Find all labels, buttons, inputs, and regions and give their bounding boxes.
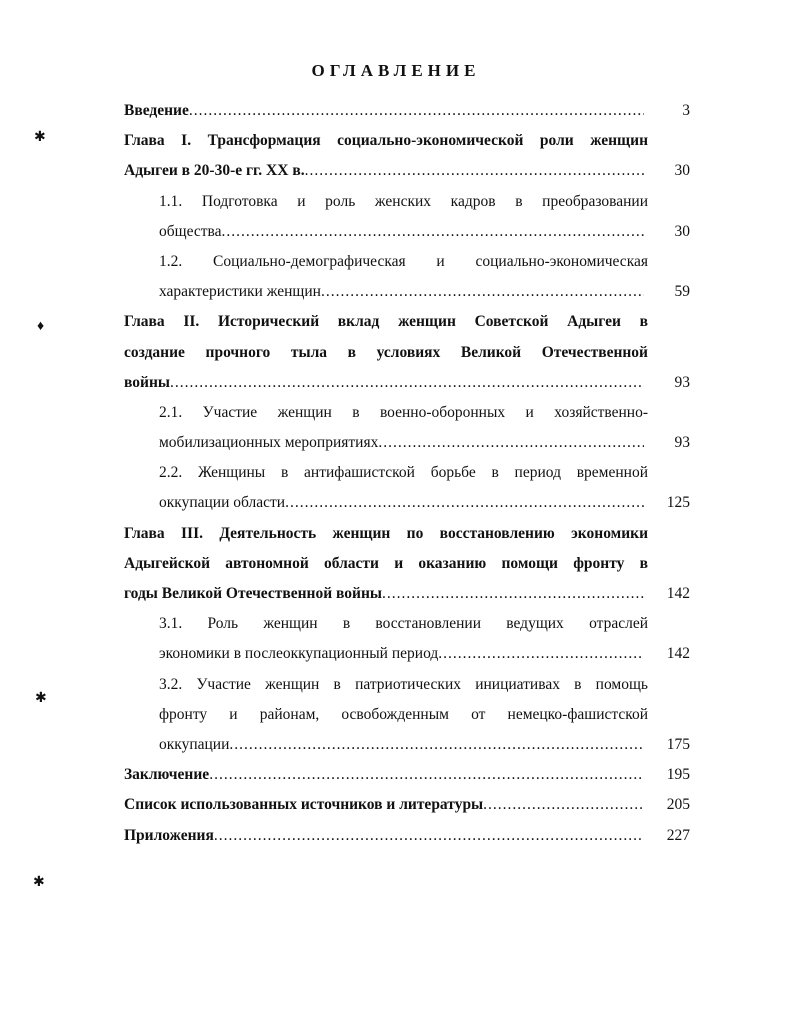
dot-leader [170, 368, 644, 398]
toc-entry-text: годы Великой Отечественной войны [124, 585, 383, 602]
toc-section [124, 398, 690, 458]
toc-line [124, 821, 690, 851]
dot-leader [214, 821, 644, 851]
toc-line [124, 639, 690, 669]
scan-mark: ♦ [37, 319, 45, 334]
toc-entry-text: 1.2. Социально-демографическая и социально-экономическая [159, 252, 648, 270]
toc-line [124, 247, 690, 277]
toc-section [124, 670, 690, 761]
toc-page-number: 30 [674, 222, 690, 240]
toc-line [124, 398, 690, 428]
toc-line [124, 96, 690, 126]
toc-line [124, 790, 690, 820]
dot-leader [438, 639, 644, 669]
toc-section [124, 247, 690, 307]
toc-line [124, 730, 690, 760]
toc-page-number: 3 [682, 102, 690, 119]
toc-page-number: 93 [674, 434, 690, 452]
toc-section [124, 187, 690, 247]
toc-page-number: 142 [666, 585, 690, 602]
toc-entry-text: Адыгейской автономной области и оказанию помощи фронту в [124, 554, 648, 572]
toc-line [124, 549, 690, 579]
toc-chapter [124, 126, 690, 186]
toc-line [124, 217, 690, 247]
toc-entry-text: характеристики женщин [159, 283, 321, 301]
toc-line [124, 670, 690, 700]
dot-leader [382, 579, 644, 609]
toc-entry-text: 1.1. Подготовка и роль женских кадров в преобразовании [159, 192, 648, 210]
toc-entry-text: мобилизационных мероприятиях [159, 434, 379, 452]
toc-page-number: 205 [666, 796, 690, 814]
page-title: ОГЛАВЛЕНИЕ [311, 61, 481, 80]
dot-leader [285, 488, 644, 518]
toc-entry-text: Введение [124, 102, 189, 119]
toc-line [124, 488, 690, 518]
dot-leader [483, 790, 644, 820]
toc-line [124, 760, 690, 790]
toc-line [124, 579, 690, 609]
toc-entry-text: 3.2. Участие женщин в патриотических инициативах в помощь [159, 675, 648, 693]
toc-line [124, 277, 690, 307]
dot-leader [189, 96, 644, 126]
toc-entry-text: Адыгеи в 20-30-е гг. XX в. [124, 162, 305, 180]
toc-entry-text: Глава III. Деятельность женщин по восстановлению экономики [124, 524, 648, 542]
toc-page-number: 30 [674, 162, 690, 180]
toc-entry-text: Список использованных источников и литературы [124, 796, 484, 814]
toc-entry-text: экономики в послеоккупационный период [159, 645, 439, 663]
toc-line [124, 187, 690, 217]
toc-section [124, 609, 690, 669]
toc-entry-text: Заключение [124, 766, 210, 784]
dot-leader [209, 760, 644, 790]
toc-entry-text: Глава II. Исторический вклад женщин Советской Адыгеи в [124, 313, 648, 331]
dot-leader [229, 730, 644, 760]
toc-page-number: 142 [666, 645, 690, 663]
toc-entry-text: 2.1. Участие женщин в военно-оборонных и хозяйственно- [159, 403, 648, 421]
toc-entry-text: Глава I. Трансформация социально-экономической роли женщин [124, 132, 648, 150]
toc-line [124, 519, 690, 549]
toc-entry-text: создание прочного тыла в условиях Великой Отечественной [124, 343, 648, 361]
toc-line [124, 126, 690, 156]
dot-leader [305, 156, 644, 186]
scan-mark: ✱ [34, 130, 46, 145]
toc-entry-text: 3.1. Роль женщин в восстановлении ведущих отраслей [159, 615, 648, 633]
toc-chapter [124, 760, 690, 790]
dot-leader [321, 277, 644, 307]
toc-entry-text: фронту и районам, освобожденным от немецко-фашистской [159, 705, 648, 723]
toc-entry-text: Приложения [124, 826, 214, 844]
scan-mark: ✱ [33, 875, 45, 890]
toc-line [124, 428, 690, 458]
scan-mark: ✱ [35, 691, 47, 706]
toc-entry-text: оккупации области [159, 494, 286, 512]
toc-page-number: 195 [666, 766, 690, 784]
toc-line [124, 338, 690, 368]
dot-leader [378, 428, 644, 458]
toc-line [124, 368, 690, 398]
toc-chapter [124, 96, 690, 126]
toc-page-number: 175 [666, 735, 690, 753]
toc-line [124, 156, 690, 186]
toc-page-number: 59 [674, 283, 690, 301]
toc-page-number: 227 [666, 826, 690, 844]
toc-line [124, 700, 690, 730]
toc-entry-text: 2.2. Женщины в антифашистской борьбе в период временной [159, 464, 648, 482]
toc-line [124, 609, 690, 639]
toc-entry-text: общества [159, 222, 222, 240]
toc-chapter [124, 790, 690, 820]
toc-chapter [124, 307, 690, 398]
toc-chapter [124, 519, 690, 610]
toc-page-number: 125 [666, 494, 690, 512]
toc-entry-text: оккупации [159, 735, 230, 753]
toc-section [124, 458, 690, 518]
toc-line [124, 307, 690, 337]
toc-page-number: 93 [674, 373, 690, 391]
toc-entry-text: войны [124, 373, 170, 391]
toc-chapter [124, 821, 690, 851]
dot-leader [221, 217, 644, 247]
toc-line [124, 458, 690, 488]
table-of-contents [124, 96, 690, 851]
